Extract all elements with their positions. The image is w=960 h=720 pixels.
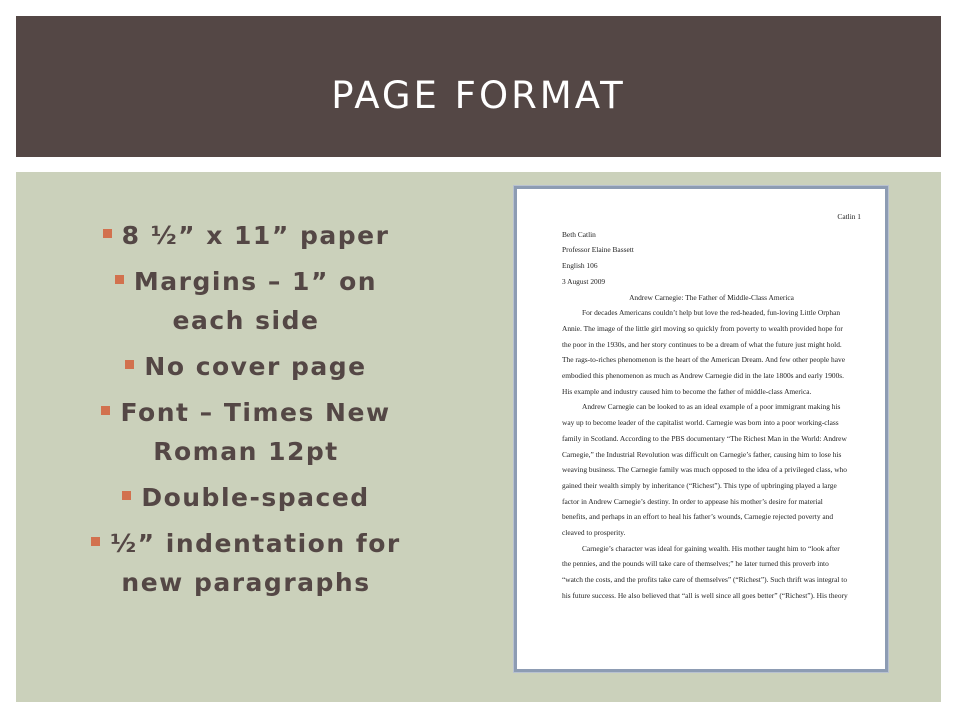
- content-area: [16, 172, 941, 702]
- body-line: embodied this phenomenon as much as Andrew Carnegie did in the late 1800s and early 1900s.: [562, 371, 845, 381]
- bullet-text: Roman 12pt: [153, 437, 339, 466]
- bullet-square-icon: [101, 406, 110, 415]
- running-head: Catlin 1: [837, 212, 861, 221]
- body-line: way up to become leader of the capitalist world. Carnegie was born into a poor working-class: [562, 418, 839, 428]
- bullet-text: No cover page: [144, 352, 367, 381]
- heading-line: Professor Elaine Bassett: [562, 245, 634, 255]
- document-image: [514, 186, 888, 672]
- bullet-square-icon: [115, 275, 124, 284]
- bullet-text: Double-spaced: [141, 483, 370, 512]
- bullet-item: [56, 262, 436, 340]
- bullet-item: [56, 478, 436, 517]
- body-line: his future success. He also believed that “all is well since all goes better” (“Richest”). His theory: [562, 590, 848, 600]
- slide-title: PAGE FORMAT: [331, 74, 626, 117]
- body-line: Carnegie,” the Industrial Revolution was difficult on Carnegie’s father, causing him to lose his: [562, 449, 842, 459]
- heading-line: 3 August 2009: [562, 276, 606, 286]
- essay-title: Andrew Carnegie: The Father of Middle-Class America: [629, 292, 794, 302]
- bullet-item: [56, 524, 436, 602]
- body-line: cleaved to prosperity.: [562, 528, 626, 538]
- bullet-text: Margins – 1” on: [133, 267, 378, 296]
- body-line: gained their wealth simply by inheritance (“Richest”). This type of upbringing played a large: [562, 480, 837, 490]
- body-line: the poor in the 1930s, and her story continues to be a dream of what the future just might hold.: [562, 339, 842, 349]
- bullet-list: [56, 216, 436, 609]
- heading-line: English 106: [562, 261, 598, 271]
- body-line: benefits, and perhaps in an effort to heal his father’s wounds, Carnegie rejected poverty and: [562, 512, 834, 522]
- bullet-item: [56, 393, 436, 471]
- body-line: His example and industry caused him to become the father of middle-class America.: [562, 386, 812, 396]
- bullet-item: [56, 216, 436, 255]
- body-line: weaving business. The Carnegie family was much opposed to the idea of a privileged class, who: [562, 465, 847, 475]
- bullet-text: ½” indentation for: [110, 529, 401, 558]
- title-bar: [16, 16, 941, 157]
- bullet-square-icon: [103, 229, 112, 238]
- document-body: [562, 305, 861, 603]
- bullet-square-icon: [91, 537, 100, 546]
- body-line: Annie. The image of the little girl moving so quickly from poverty to wealth provided hope for: [562, 323, 843, 333]
- document-heading: [562, 227, 861, 290]
- body-line: Carnegie’s character was ideal for gaining wealth. His mother taught him to “look after: [582, 543, 840, 553]
- bullet-square-icon: [125, 360, 134, 369]
- body-line: the pennies, and the pounds will take care of themselves;” he later turned this proverb into: [562, 559, 829, 569]
- body-line: family in Scotland. According to the PBS documentary “The Richest Man in the World: Andrew: [562, 433, 847, 443]
- bullet-square-icon: [122, 491, 131, 500]
- bullet-item: [56, 347, 436, 386]
- body-line: For decades Americans couldn’t help but love the red-headed, fun-loving Little Orphan: [582, 308, 841, 318]
- body-line: Andrew Carnegie can be looked to as an ideal example of a poor immigrant making his: [582, 402, 841, 412]
- body-line: factor in Andrew Carnegie’s destiny. In order to appease his mother’s desire for material: [562, 496, 823, 506]
- body-line: “watch the costs, and the profits take care of themselves” (“Richest”). Such thrift was integral to: [562, 575, 848, 585]
- bullet-text: Font – Times New: [120, 398, 391, 427]
- body-line: The rags-to-riches phenomenon is the heart of the American Dream. And few other people have: [562, 355, 845, 365]
- heading-line: Beth Catlin: [562, 229, 596, 239]
- bullet-text: new paragraphs: [121, 568, 371, 597]
- bullet-text: each side: [172, 306, 320, 335]
- bullet-text: 8 ½” x 11” paper: [121, 221, 390, 250]
- document-page: [517, 189, 885, 669]
